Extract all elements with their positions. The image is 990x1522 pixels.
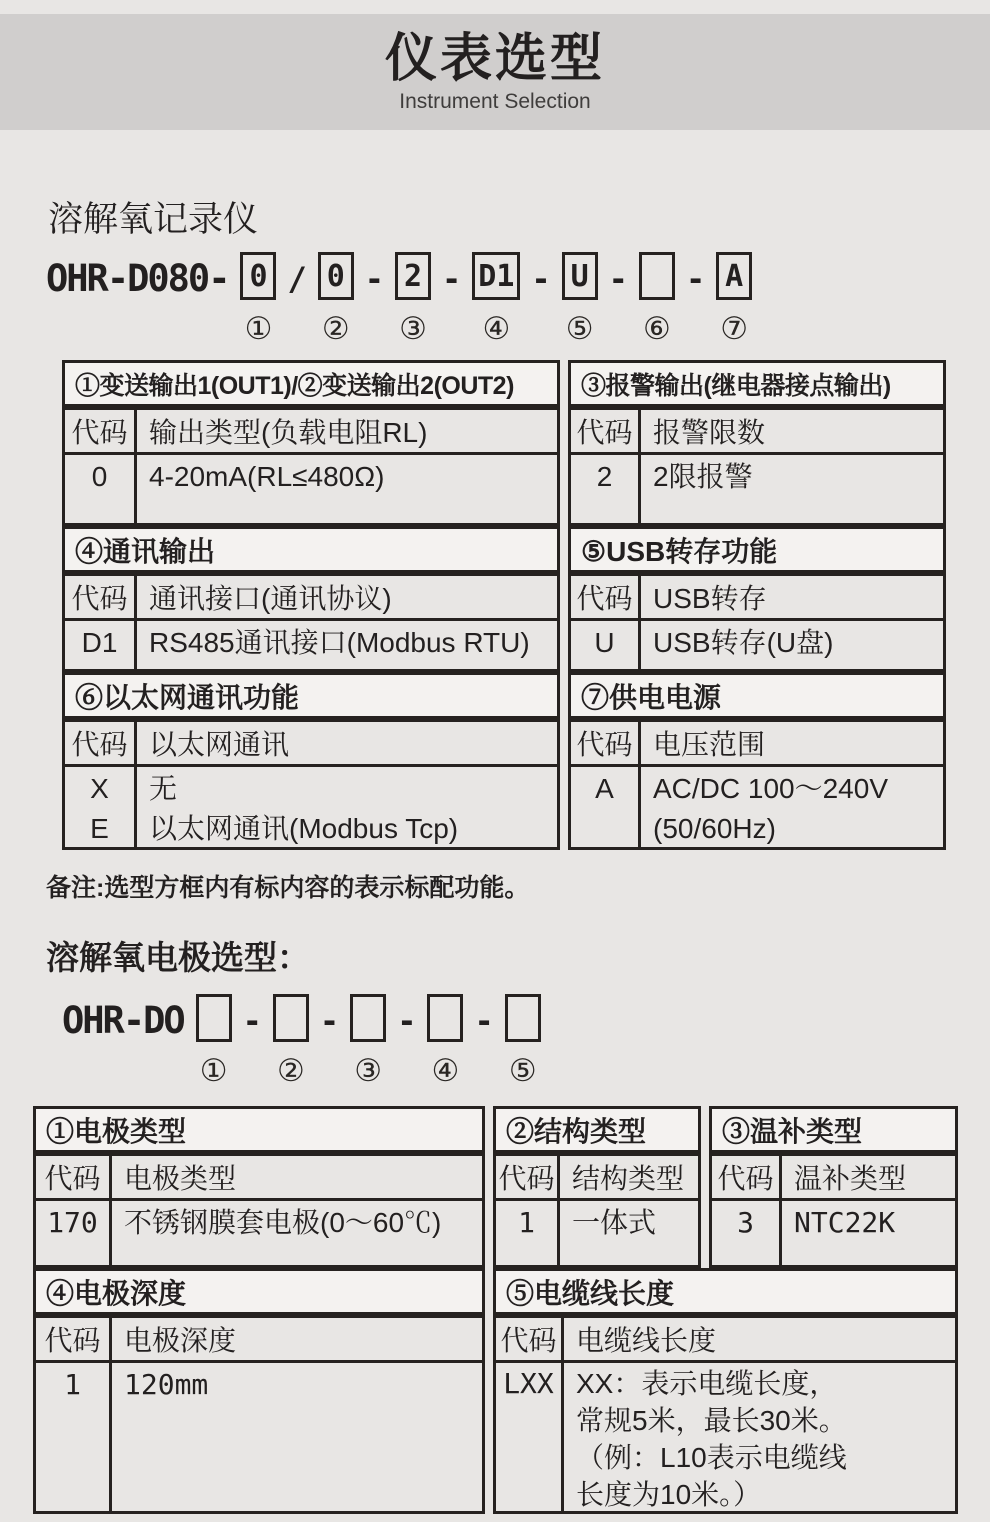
section-structure-type bbox=[493, 1106, 701, 1268]
section-temp-compensation bbox=[709, 1106, 958, 1268]
desc-value: 长度为10米。） bbox=[576, 1479, 762, 1510]
section-body bbox=[709, 1153, 958, 1268]
table-right-half bbox=[568, 360, 946, 850]
code-value: U bbox=[594, 627, 615, 658]
col-header-code: 代码 bbox=[571, 576, 641, 618]
code-cell bbox=[571, 621, 641, 669]
recorder-model-code bbox=[46, 252, 990, 346]
electrode-segment-1 bbox=[196, 994, 232, 1088]
col-header-code: 代码 bbox=[496, 1318, 564, 1360]
column-header-row bbox=[65, 410, 557, 455]
desc-value: AC/DC 100～240V bbox=[653, 773, 889, 804]
model-segment-3 bbox=[395, 252, 431, 346]
model-segment-6 bbox=[639, 252, 675, 346]
model-box-7: A bbox=[716, 252, 752, 300]
code-cell bbox=[65, 621, 137, 669]
model-box-6 bbox=[639, 252, 675, 300]
section-header: ⑤USB转存功能 bbox=[568, 526, 946, 573]
section-body bbox=[568, 573, 946, 672]
code-value: 3 bbox=[737, 1206, 754, 1239]
segment-number-5: ⑤ bbox=[508, 1053, 537, 1088]
section-header: ⑥以太网通讯功能 bbox=[62, 672, 560, 719]
desc-value: 不锈钢膜套电极(0～60℃) bbox=[124, 1207, 442, 1238]
table-row bbox=[571, 767, 943, 847]
code-value: 2 bbox=[596, 461, 613, 492]
table-row bbox=[571, 621, 943, 669]
electrode-box-3 bbox=[350, 994, 386, 1042]
desc-value: （例：L10表示电缆线 bbox=[576, 1442, 847, 1473]
desc-cell bbox=[641, 621, 943, 669]
electrode-box-5 bbox=[505, 994, 541, 1042]
table-row bbox=[496, 1363, 955, 1511]
column-header-row bbox=[65, 576, 557, 621]
desc-value: 以太网通讯(Modbus Tcp) bbox=[149, 813, 459, 844]
section-header: ①电极类型 bbox=[33, 1106, 485, 1153]
column-header-row bbox=[571, 576, 943, 621]
desc-cell bbox=[137, 621, 557, 669]
desc-cell bbox=[137, 767, 557, 847]
electrode-segment-4 bbox=[427, 994, 463, 1088]
model-box-1: 0 bbox=[240, 252, 276, 300]
col-header-desc: 温补类型 bbox=[794, 1163, 907, 1194]
column-header-row bbox=[36, 1318, 482, 1363]
desc-value: 120mm bbox=[124, 1368, 209, 1401]
section-body bbox=[62, 573, 560, 672]
desc-value: XX：表示电缆长度， bbox=[576, 1368, 838, 1399]
section-header: ①变送输出1(OUT1)/②变送输出2(OUT2) bbox=[62, 360, 560, 407]
electrode-box-4 bbox=[427, 994, 463, 1042]
model-separator-4: - bbox=[531, 260, 551, 298]
col-header-desc: 电缆线长度 bbox=[576, 1325, 717, 1356]
code-cell bbox=[36, 1201, 112, 1265]
segment-number-4: ④ bbox=[431, 1053, 460, 1088]
model-separator-3: - bbox=[442, 260, 462, 298]
electrode-separator-2: - bbox=[319, 1002, 340, 1040]
code-value: X bbox=[90, 773, 109, 804]
electrode-box-1 bbox=[196, 994, 232, 1042]
page-subtitle: Instrument Selection bbox=[399, 90, 591, 113]
section-body bbox=[62, 719, 560, 850]
model-prefix: OHR-DO bbox=[62, 999, 184, 1042]
table-row bbox=[712, 1201, 955, 1265]
section-body bbox=[62, 407, 560, 526]
column-header-row bbox=[571, 722, 943, 767]
segment-number-4: ④ bbox=[482, 311, 511, 346]
table-left-half bbox=[62, 360, 560, 850]
electrode-separator-3: - bbox=[397, 1002, 417, 1040]
desc-value: 2限报警 bbox=[653, 461, 753, 492]
code-value: 0 bbox=[91, 461, 108, 492]
desc-value: USB转存(U盘) bbox=[653, 627, 834, 658]
model-box-5: U bbox=[562, 252, 598, 300]
electrode-model-code bbox=[62, 994, 990, 1088]
table-row bbox=[65, 621, 557, 669]
section-body bbox=[493, 1153, 701, 1268]
code-value: LXX bbox=[503, 1367, 554, 1400]
col-header-desc: 以太网通讯 bbox=[149, 729, 290, 760]
section-ethernet bbox=[62, 672, 560, 850]
section-body bbox=[33, 1153, 485, 1268]
model-segment-4 bbox=[472, 252, 520, 346]
desc-cell bbox=[641, 455, 943, 523]
col-header-desc: 电极深度 bbox=[124, 1325, 237, 1356]
electrode-box-2 bbox=[273, 994, 309, 1042]
segment-number-7: ⑦ bbox=[720, 311, 749, 346]
desc-cell bbox=[560, 1201, 698, 1265]
table-row bbox=[65, 455, 557, 523]
model-separator-2: - bbox=[364, 260, 385, 298]
section-cable-length bbox=[493, 1268, 958, 1514]
table-row bbox=[36, 1201, 482, 1265]
code-value: A bbox=[595, 773, 614, 804]
model-box-3: 2 bbox=[395, 252, 431, 300]
section-header: ④电极深度 bbox=[33, 1268, 485, 1315]
section-electrode-depth bbox=[33, 1268, 485, 1514]
col-header-desc: 输出类型(负载电阻RL) bbox=[149, 417, 428, 448]
electrode-segment-2 bbox=[273, 994, 309, 1088]
segment-number-6: ⑥ bbox=[643, 311, 671, 346]
segment-number-2: ② bbox=[321, 311, 350, 346]
col-header-code: 代码 bbox=[65, 410, 137, 452]
col-header-code: 代码 bbox=[571, 722, 641, 764]
code-value: 1 bbox=[518, 1206, 535, 1239]
model-separator-6: - bbox=[685, 260, 706, 298]
col-header-code: 代码 bbox=[571, 410, 641, 452]
section-header: ③温补类型 bbox=[709, 1106, 958, 1153]
code-cell bbox=[65, 455, 137, 523]
table-row bbox=[496, 1201, 698, 1265]
section-usb bbox=[568, 526, 946, 672]
column-header-row bbox=[571, 410, 943, 455]
col-header-code: 代码 bbox=[36, 1156, 112, 1198]
segment-number-2: ② bbox=[277, 1053, 305, 1088]
code-cell bbox=[36, 1363, 112, 1511]
desc-cell bbox=[564, 1363, 955, 1511]
segment-number-5: ⑤ bbox=[565, 311, 594, 346]
desc-cell bbox=[641, 767, 943, 847]
table-row bbox=[65, 767, 557, 847]
code-cell bbox=[65, 767, 137, 847]
desc-cell bbox=[782, 1201, 955, 1265]
col-header-desc: 报警限数 bbox=[653, 417, 766, 448]
code-cell bbox=[571, 767, 641, 847]
code-cell bbox=[496, 1201, 560, 1265]
model-segment-5 bbox=[562, 252, 598, 346]
table-row bbox=[36, 1363, 482, 1511]
section-header: ⑦供电电源 bbox=[568, 672, 946, 719]
segment-number-1: ① bbox=[244, 311, 273, 346]
col-header-code: 代码 bbox=[496, 1156, 560, 1198]
model-separator-1: / bbox=[287, 260, 307, 298]
column-header-row bbox=[36, 1156, 482, 1201]
segment-number-3: ③ bbox=[354, 1053, 383, 1088]
page-title: 仪表选型 bbox=[384, 30, 605, 88]
model-box-2: 0 bbox=[318, 252, 354, 300]
desc-value: 4-20mA(RL≤480Ω) bbox=[149, 461, 385, 492]
code-value: 170 bbox=[47, 1206, 98, 1239]
recorder-title: 溶解氧记录仪 bbox=[48, 200, 259, 239]
col-header-desc: 电压范围 bbox=[653, 729, 766, 760]
electrode-table-band-2 bbox=[33, 1268, 958, 1514]
column-header-row bbox=[712, 1156, 955, 1201]
model-box-4: D1 bbox=[472, 252, 520, 300]
code-cell bbox=[496, 1363, 564, 1511]
section-body bbox=[493, 1315, 958, 1514]
column-header-row bbox=[65, 722, 557, 767]
col-header-desc: 通讯接口(通讯协议) bbox=[149, 583, 392, 614]
electrode-segment-3 bbox=[350, 994, 386, 1088]
section-body bbox=[568, 407, 946, 526]
section-alarm-output bbox=[568, 360, 946, 526]
model-prefix: OHR-D080- bbox=[46, 257, 229, 300]
desc-value: (50/60Hz) bbox=[653, 813, 776, 844]
page-banner bbox=[0, 14, 990, 130]
desc-value: 一体式 bbox=[572, 1207, 657, 1238]
code-cell bbox=[571, 455, 641, 523]
electrode-table-band-1 bbox=[33, 1106, 958, 1268]
section-transmit-output bbox=[62, 360, 560, 526]
electrode-title: 溶解氧电极选型： bbox=[46, 939, 310, 976]
col-header-desc: 结构类型 bbox=[572, 1163, 685, 1194]
code-value: 1 bbox=[64, 1368, 81, 1401]
electrode-separator-4: - bbox=[474, 1002, 494, 1040]
code-value: E bbox=[90, 813, 109, 844]
section-header: ④通讯输出 bbox=[62, 526, 560, 573]
col-header-desc: 电极类型 bbox=[124, 1163, 237, 1194]
code-value: D1 bbox=[81, 627, 118, 658]
selection-note: 备注:选型方框内有标内容的表示标配功能。 bbox=[46, 874, 530, 902]
instrument-selection-table bbox=[62, 360, 990, 850]
table-row bbox=[571, 455, 943, 523]
electrode-selection-table bbox=[33, 1106, 958, 1514]
section-comm-output bbox=[62, 526, 560, 672]
col-header-code: 代码 bbox=[65, 722, 137, 764]
desc-value: NTC22K bbox=[794, 1206, 896, 1239]
desc-cell bbox=[137, 455, 557, 523]
desc-cell bbox=[112, 1363, 482, 1511]
segment-number-1: ① bbox=[199, 1053, 228, 1088]
segment-number-3: ③ bbox=[399, 311, 427, 346]
model-segment-1 bbox=[240, 252, 276, 346]
column-header-row bbox=[496, 1156, 698, 1201]
col-header-desc: USB转存 bbox=[653, 583, 767, 614]
model-segment-2 bbox=[318, 252, 354, 346]
column-header-row bbox=[496, 1318, 955, 1363]
electrode-separator-1: - bbox=[242, 1002, 262, 1040]
model-separator-5: - bbox=[608, 260, 628, 298]
col-header-code: 代码 bbox=[712, 1156, 782, 1198]
section-body bbox=[33, 1315, 485, 1514]
section-header: ②结构类型 bbox=[493, 1106, 701, 1153]
section-body bbox=[568, 719, 946, 850]
desc-cell bbox=[112, 1201, 482, 1265]
electrode-segment-5 bbox=[505, 994, 541, 1088]
desc-value: RS485通讯接口(Modbus RTU) bbox=[149, 627, 530, 658]
col-header-code: 代码 bbox=[65, 576, 137, 618]
col-header-code: 代码 bbox=[36, 1318, 112, 1360]
model-segment-7 bbox=[716, 252, 752, 346]
section-header: ⑤电缆线长度 bbox=[493, 1268, 958, 1315]
section-power-supply bbox=[568, 672, 946, 850]
desc-value: 常规5米，最长30米。 bbox=[576, 1405, 847, 1436]
desc-value: 无 bbox=[149, 773, 178, 804]
section-header: ③报警输出(继电器接点输出) bbox=[568, 360, 946, 407]
section-electrode-type bbox=[33, 1106, 485, 1268]
code-cell bbox=[712, 1201, 782, 1265]
